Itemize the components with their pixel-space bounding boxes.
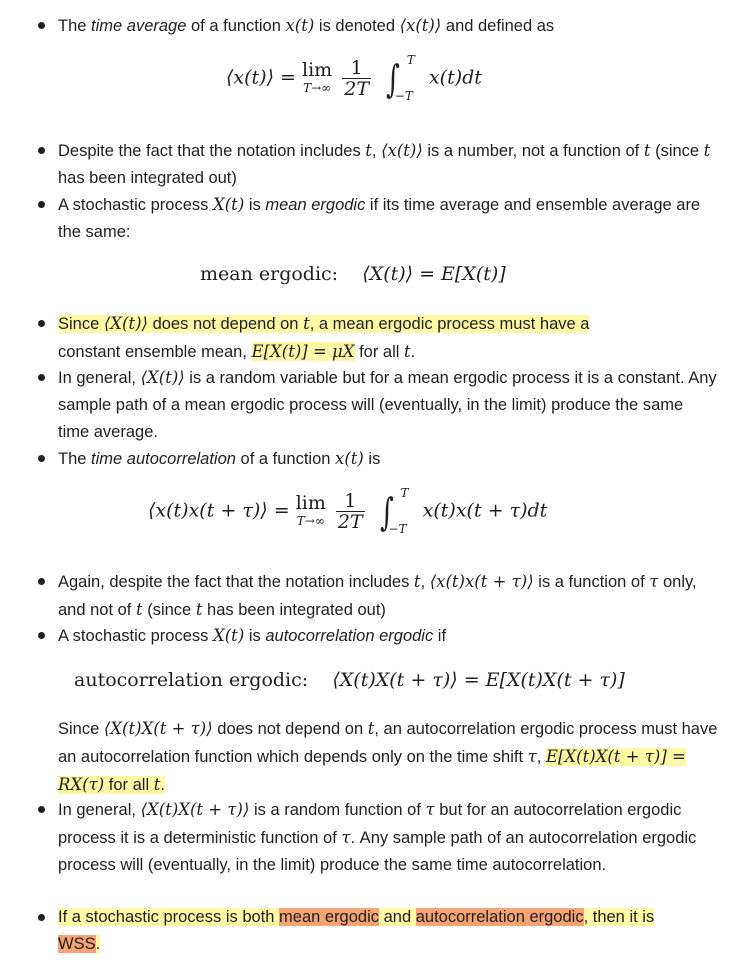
integral-limits: T −T: [394, 52, 415, 103]
integral-sign: ∫: [379, 489, 394, 534]
bullet-mean-ergodic-def: [58, 191, 718, 246]
text: .: [160, 776, 165, 794]
math: t: [303, 314, 310, 333]
limit: lim T→∞: [295, 491, 326, 528]
math: t: [643, 141, 651, 160]
equation-autocorrelation-ergodic: [74, 667, 625, 694]
highlight-wss: WSS: [58, 935, 96, 953]
math: t: [413, 572, 421, 591]
text: has been integrated out): [58, 169, 237, 187]
math: ⟨X(t)⟩: [103, 314, 148, 333]
text: only, and not of: [58, 573, 697, 619]
text: but for an autocorrelation ergodic process it is a deterministic function of: [58, 801, 682, 847]
highlighted-text: [58, 908, 654, 953]
math-highlighted: E[X(t)] = μX: [251, 342, 355, 361]
equation-time-average: [226, 52, 482, 103]
math: τ: [527, 747, 537, 766]
math: t: [367, 719, 375, 738]
text: if: [433, 627, 447, 645]
equation-mean-ergodic: [200, 261, 506, 288]
math: x(t): [335, 449, 364, 468]
text: does not depend on: [148, 315, 304, 333]
text: is: [244, 627, 266, 645]
text: .: [410, 343, 416, 361]
math: τ: [341, 828, 351, 847]
fraction: $\frac{1}{2T}$: [337, 490, 363, 533]
highlight-mean-ergodic: mean ergodic: [279, 908, 380, 926]
math-highlighted: E[X(t)X(t + τ)] = RX(τ): [58, 747, 686, 794]
text: A stochastic process: [58, 627, 213, 645]
equation-lhs: ⟨x(t)⟩ =: [226, 66, 296, 89]
text: has been integrated out): [202, 601, 386, 619]
term-autocorrelation-ergodic: autocorrelation ergodic: [265, 627, 434, 645]
text: Again, despite the fact that the notation includes: [58, 573, 414, 591]
integrand: x(t)dt: [428, 66, 482, 89]
text: is a random function of: [249, 801, 426, 819]
text: constant ensemble mean,: [58, 343, 252, 361]
text: (since: [142, 601, 196, 619]
text: , a mean ergodic process must have a: [309, 315, 590, 333]
bullet-random-function: [58, 796, 718, 879]
text: is denoted: [314, 17, 400, 35]
equation-label: mean ergodic:: [200, 263, 339, 285]
math: t: [153, 775, 161, 794]
text: Despite the fact that the notation includes: [58, 142, 366, 160]
text: ,: [371, 142, 382, 160]
text: and: [379, 908, 416, 926]
text: If a stochastic process is both: [58, 908, 280, 926]
math: t: [135, 600, 143, 619]
math: t: [404, 342, 411, 361]
fraction: $\frac{1}{2T}$: [344, 57, 369, 100]
math: ⟨x(t)⟩: [399, 16, 442, 35]
math: t: [195, 600, 203, 619]
text: , an autocorrelation ergodic process must have an autocorrelation function which depends only on the time shift: [58, 720, 718, 766]
equation-label: autocorrelation ergodic:: [74, 669, 309, 691]
math: ⟨X(t)X(t + τ)⟩: [140, 800, 250, 819]
integrand: x(t)x(t + τ)dt: [422, 499, 548, 522]
highlighted-text: [58, 315, 589, 333]
text: In general,: [58, 369, 141, 387]
equation-lhs: ⟨x(t)x(t + τ)⟩ =: [148, 499, 290, 522]
math: t: [703, 141, 711, 160]
math: t: [365, 141, 372, 160]
text: of a function: [235, 450, 336, 468]
text: is a random variable but for a mean ergodic process it is a constant. Any sample path of a mean ergodic process will (eventually, in the limit) produce the same time average.: [58, 369, 717, 441]
text: The: [58, 17, 92, 35]
bullet-wss-conclusion: [58, 904, 658, 958]
text: for all: [354, 343, 405, 361]
text: is: [244, 196, 266, 214]
text: The: [58, 450, 92, 468]
text: does not depend on: [212, 720, 368, 738]
bullet-number-not-function: [58, 137, 718, 192]
text: of a function: [186, 17, 286, 35]
text: . Any sample path of an autocorrelation ergodic process will (eventually, in the limit) produce the same time autocorrelation.: [58, 829, 697, 874]
equation-time-autocorrelation: [148, 485, 548, 536]
text: ,: [536, 748, 546, 766]
integral-sign: ∫: [386, 56, 400, 101]
term-time-average: time average: [91, 17, 187, 35]
math: x(t): [285, 16, 315, 35]
math: ⟨x(t)x(t + τ)⟩: [429, 572, 534, 591]
equation-formula: ⟨X(t)X(t + τ)⟩ = E[X(t)X(t + τ)]: [332, 669, 625, 691]
math: ⟨X(t)X(t + τ)⟩: [103, 719, 213, 738]
text: , then it is: [583, 908, 655, 926]
text: and defined as: [441, 17, 555, 35]
text: is: [363, 450, 381, 468]
text: A stochastic process: [58, 196, 213, 214]
limit: lim T→∞: [302, 58, 333, 95]
bullet-time-autocorrelation: [58, 445, 718, 473]
bullet-time-average: [58, 12, 718, 40]
highlight-autocorrelation-ergodic: autocorrelation ergodic: [415, 908, 584, 926]
text: (since: [650, 142, 704, 160]
bullet-function-of-tau: [58, 568, 718, 624]
math: X(t): [213, 195, 245, 214]
bullet-constant-mean: [58, 310, 718, 366]
bullet-autocorrelation-ergodic-def: [58, 622, 718, 650]
term-time-autocorrelation: time autocorrelation: [91, 450, 236, 468]
term-mean-ergodic: mean ergodic: [265, 196, 366, 214]
bullet-random-variable: [58, 364, 718, 446]
integral-limits: T −T: [388, 485, 409, 536]
text: ,: [420, 573, 430, 591]
text: is a function of: [533, 573, 650, 591]
text: Since: [58, 315, 104, 333]
text: if its time average and ensemble average are the same:: [58, 196, 701, 241]
math: ⟨X(t)⟩: [140, 368, 185, 387]
text: is a number, not a function of: [422, 142, 644, 160]
text: .: [95, 935, 101, 953]
text: Since: [58, 720, 104, 738]
math: τ: [649, 572, 659, 591]
text: In general,: [58, 801, 141, 819]
math: ⟨x(t)⟩: [381, 141, 423, 160]
paragraph-autocorrelation-shift: [58, 715, 718, 799]
math: X(t): [213, 626, 245, 645]
text: for all: [104, 776, 154, 794]
math: τ: [425, 800, 435, 819]
equation-formula: ⟨X(t)⟩ = E[X(t)]: [362, 263, 506, 285]
